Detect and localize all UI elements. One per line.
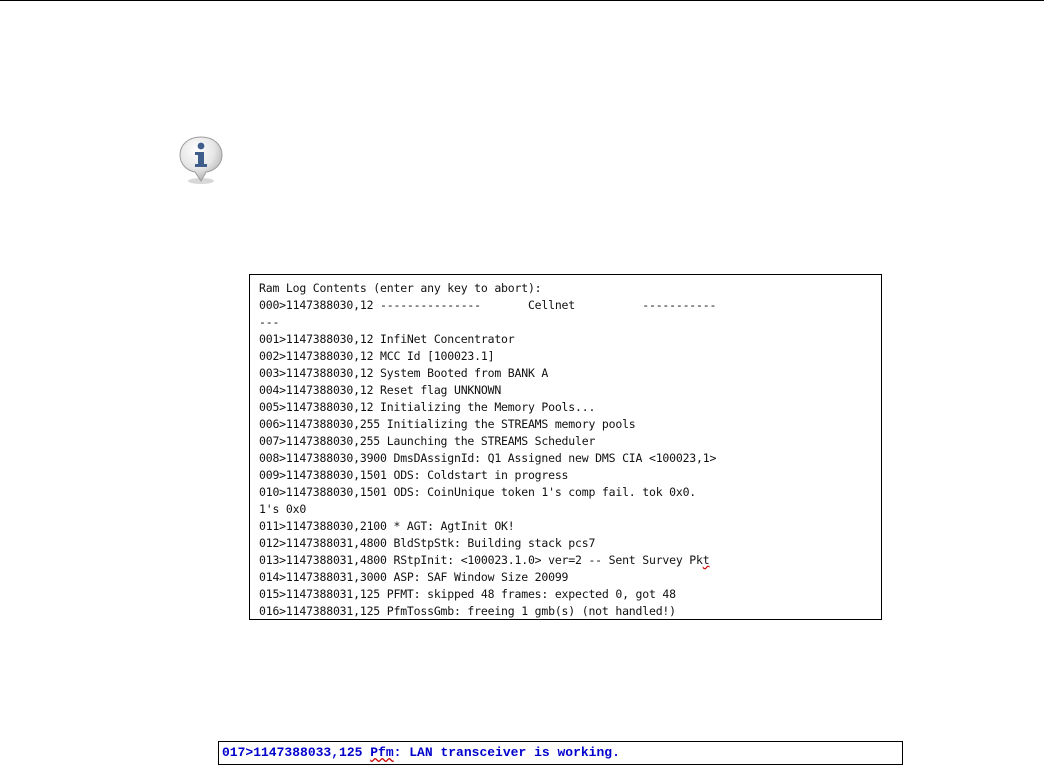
spellcheck-flagged-word: Pfm	[370, 745, 394, 760]
log-line: 007>1147388030,255 Launching the STREAMS Scheduler	[259, 434, 596, 448]
ram-log-box	[249, 274, 882, 620]
status-log-line	[222, 744, 902, 762]
log-line: ---	[259, 315, 280, 329]
log-line: 005>1147388030,12 Initializing the Memory Pools...	[259, 400, 596, 414]
log-line: 016>1147388031,125 PfmTossGmb: freeing 1 gmb(s) (not handled!)	[259, 604, 676, 618]
status-prefix: 017>1147388033,125	[222, 745, 371, 760]
top-rule	[0, 0, 1044, 1]
log-line: 013>1147388031,4800 RStpInit: <100023.1.0> ver=2 -- Sent Survey Pkt	[259, 553, 710, 567]
log-line: 006>1147388030,255 Initializing the STREAMS memory pools	[259, 417, 636, 431]
log-line: 003>1147388030,12 System Booted from BANK A	[259, 366, 549, 380]
spellcheck-mark: t	[702, 553, 710, 567]
status-log-box	[218, 741, 903, 765]
log-line: 1's 0x0	[259, 502, 307, 516]
log-line: 008>1147388030,3900 DmsDAssignId: Q1 Assigned new DMS CIA <100023,1>	[259, 451, 717, 465]
status-suffix: : LAN transceiver is working.	[393, 745, 620, 760]
log-line: 002>1147388030,12 MCC Id [100023.1]	[259, 349, 495, 363]
log-line: 011>1147388030,2100 * AGT: AgtInit OK!	[259, 519, 515, 533]
log-line: 015>1147388031,125 PFMT: skipped 48 frames: expected 0, got 48	[259, 587, 676, 601]
log-line: 009>1147388030,1501 ODS: Coldstart in progress	[259, 468, 569, 482]
log-line: 001>1147388030,12 InfiNet Concentrator	[259, 332, 515, 346]
log-line: 010>1147388030,1501 ODS: CoinUnique token 1's comp fail. tok 0x0.	[259, 485, 697, 499]
log-line: 000>1147388030,12 --------------- Cellnet -----------	[259, 298, 717, 312]
info-icon	[176, 134, 226, 186]
log-header: Ram Log Contents (enter any key to abort):	[259, 281, 542, 295]
log-line: 004>1147388030,12 Reset flag UNKNOWN	[259, 383, 502, 397]
log-line: 012>1147388031,4800 BldStpStk: Building stack pcs7	[259, 536, 596, 550]
log-line: 014>1147388031,3000 ASP: SAF Window Size 20099	[259, 570, 569, 584]
